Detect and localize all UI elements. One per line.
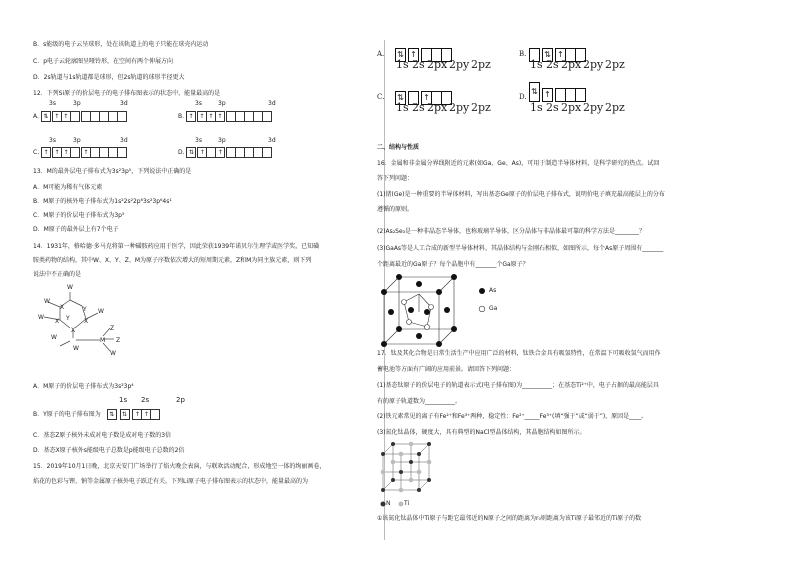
q17-stem-line1: 17．钛及其化合物是日常生活生产中应用广泛的材料，钛铁合金具有吸氢特性，在常温下可吸收氢气而用作 (377, 350, 661, 357)
q14-stem-line1: 14．1931年，格哈德·多马克将第一种磺胺药应用于医学，因此荣获1939年诺贝尔生理学或医学奖，已知磺 (33, 243, 320, 250)
atom-label: W (44, 298, 50, 305)
gaas-legend-markers (478, 287, 486, 317)
atom-label: W (98, 308, 104, 315)
q13-option-b: B．M原子的核外电子排布式为1s²2s²2p⁶3s²3p⁶4s¹ (33, 198, 172, 205)
orbital-label: 2s (546, 58, 559, 71)
option-label: A. (377, 50, 385, 58)
option-label: D. (519, 93, 527, 101)
atom-label: W (51, 334, 57, 341)
orbital-label: 2p (176, 396, 185, 404)
orbital-label: 1s (119, 396, 128, 404)
orbital-label: 3d (120, 100, 128, 107)
left-column (0, 0, 385, 562)
orbital-label: 1s (396, 58, 409, 71)
atom-label: Z (116, 337, 121, 344)
option-label: B. (519, 50, 527, 58)
orbital-label: 3p (218, 137, 226, 144)
atom-label: X (55, 318, 60, 325)
q16-part3-line1: (3)GaAs等是人工合成的新型半导体材料，其晶体结构与金刚石相似，如图所示，每个As原子周围有_______ (377, 245, 664, 252)
q14-option-a: A．M原子的价层电子排布式为3s²3p⁴ (33, 383, 134, 390)
atom-label: Y (83, 306, 87, 313)
orbital-label: 2py (583, 101, 604, 114)
q13-stem: 13．M的最外层电子排布式为3s²3p⁵，下列说法中正确的是 (33, 168, 192, 175)
q14-option-b: B．Y原子的电子排布图为 ⇅ ⇅ ↑ ↑ (33, 409, 159, 420)
orbital-label: 3s (195, 137, 202, 144)
orbital-label: 2py (449, 58, 470, 71)
orbital-label: 2px (561, 101, 582, 114)
orbital-label: 2pz (471, 58, 491, 71)
orbital-label: 1s (396, 101, 409, 114)
orbital-label: 3s (49, 100, 56, 107)
orbital-label: 3d (268, 100, 276, 107)
orbital-label: 1s (530, 58, 543, 71)
atom-label: W (110, 350, 116, 357)
right-column (377, 0, 794, 562)
q11-option-b: B．s能级的电子云呈球形，处在该轨道上的电子只能在球壳内运动 (33, 41, 209, 48)
q17-part1-line1: (1)基态钛原子的价层电子的轨道表示式(电子排布图)为__________；在基态Ti²⁺中，电子占据的最高能层具 (377, 382, 659, 389)
q15-stem-line2: 焰花的色彩与锂、钠等金属原子核外电子跃迁有关。下列Li原子电子排布图表示的状态中，能量最高的为 (33, 478, 309, 485)
li-option-c: ⇅ ↑ (395, 87, 451, 106)
orbital-label: 2pz (605, 101, 625, 114)
atom-label: W (73, 345, 79, 352)
q13-option-a: A．M可能为稀有气体元素 (33, 184, 103, 191)
orbital-label: 2s (141, 396, 150, 404)
q12-option-c: C. ↑ ↑ ↑ ↑ (33, 147, 126, 158)
atom-label: X (84, 318, 89, 325)
q12-stem: 12．下列Si原子的价层电子的电子排布图表示的状态中，能量最高的是 (33, 90, 221, 97)
orbital-label: 2px (561, 58, 582, 71)
orbital-label: 2s (412, 58, 425, 71)
atom-label: Z (110, 325, 115, 332)
gaas-unit-cell (379, 272, 469, 348)
q14-option-d: D．基态X原子核外s能级电子总数是p能级电子总数的2倍 (33, 447, 185, 454)
orbital-label: 3s (195, 100, 202, 107)
q16-stem-line2: 答下列问题： (377, 175, 414, 182)
orbital-label: 2py (449, 101, 470, 114)
q12-option-b: B. ↑ ↑ ↑ ↑ (178, 111, 271, 122)
q16-stem-line1: 16．金属和非金属分界线附近的元素(如Ga、Ge、As)，可用于制造半导体材料，是科学研究的热点。试回 (377, 160, 660, 167)
orbital-label: 3d (268, 137, 276, 144)
q12-option-a: A. ⇅ ↑ ↑ (33, 111, 126, 122)
legend-as: As (489, 287, 497, 294)
atom-label: X (60, 304, 65, 311)
section-title: 二、结构与性质 (377, 144, 420, 151)
li-option-a: ⇅ ↑ (395, 44, 451, 63)
q11-option-d: D．2s轨道与1s轨道都是球形，但2s轨道的球形半径更大 (33, 74, 185, 81)
q14-option-c: C．基态Z原子核外未成对电子数是成对电子数的3倍 (33, 432, 172, 439)
li-option-d: ⇅ ↑ (529, 81, 585, 102)
orbital-label: 2px (427, 58, 448, 71)
q13-option-c: C．M原子的价层电子排布式为3p⁵ (33, 212, 125, 219)
orbital-label: 1s (530, 101, 543, 114)
atom-label: Y (66, 315, 70, 322)
li-option-b: ⇅ ↑ (529, 44, 585, 63)
orbital-label: 2pz (605, 58, 625, 71)
q13-option-d: D．M原子的最外层上有7个电子 (33, 226, 119, 233)
orbital-label: 3s (49, 137, 56, 144)
atom-label: W (38, 314, 44, 321)
orbital-label: 3p (73, 100, 81, 107)
q17-part1-line2: 有的原子轨道数为__________。 (377, 398, 462, 405)
orbital-label: 2py (583, 58, 604, 71)
orbital-label: 3p (218, 100, 226, 107)
orbital-label: 2pz (471, 101, 491, 114)
q16-part3-line2: 个距离最近的Ga原子？每个晶胞中有_______个Ga原子？ (377, 261, 529, 268)
tin-unit-cell (379, 440, 435, 496)
orbital-label: 3d (120, 137, 128, 144)
atom-label: M (100, 337, 106, 344)
q17-part2: (2)铁元素常见的离子有Fe²⁺和Fe³⁺两种，稳定性：Fe²⁺_____Fe³⁺(填“强于”或“弱于”)，原因是____。 (377, 413, 648, 420)
orbital-label: 2s (412, 101, 425, 114)
q17-part3: (3)氮化钛晶体，硬度大，具有典型的NaCl型晶体结构，其晶胞结构如图所示。 (377, 429, 586, 436)
legend-n: N (386, 500, 391, 507)
q16-part2: (2)As₂Se₃是一种非晶态半导体，也称玻璃半导体，区分晶体与非晶体最可靠的科学方法是________？ (377, 228, 646, 235)
orbital-label: 2px (427, 101, 448, 114)
atom-label: X (71, 327, 76, 334)
q14-stem-line2: 胺类药物的结构，其中W、X、Y、Z、M为原子序数依次增大的短周期元素，Z和M为同主族元素，则下列 (33, 257, 312, 264)
orbital-label: 3p (73, 137, 81, 144)
legend-ti: Ti (404, 500, 410, 507)
option-label: C. (377, 93, 385, 101)
q11-option-c: C．p电子云轮廓图呈哑铃形，在空间有两个伸展方向 (33, 58, 173, 65)
orbital-label: 2s (546, 101, 559, 114)
q17-part3-sub1: ①该氮化钛晶体中Ti原子与距它最邻近的N原子之间的距离为r₀则距离为该Ti原子最邻近的Ti原子的数 (377, 515, 642, 522)
q16-part1-line1: (1)锗(Ge)是一种重要的半导体材料，写出基态Ge原子的价层电子排布式，说明价电子填充最高能层上的分布 (377, 191, 665, 198)
atom-label: W (67, 284, 73, 291)
q14-stem-line3: 说法中不正确的是 (33, 271, 82, 278)
legend-ga: Ga (489, 305, 498, 312)
q16-part1-line2: 遵循的原则。 (377, 206, 414, 213)
q12-option-d: D. ⇅ ↑ ↑ (178, 147, 271, 158)
q17-stem-line2: 蓄电池等方面有广阔的应用前景。请回答下列问题： (377, 366, 516, 373)
q15-stem-line1: 15．2019年10月1日晚，北京天安门广场举行了焰火晚会表演，与联欢活动配合，形成地空一体的绚丽画卷， (33, 463, 326, 470)
